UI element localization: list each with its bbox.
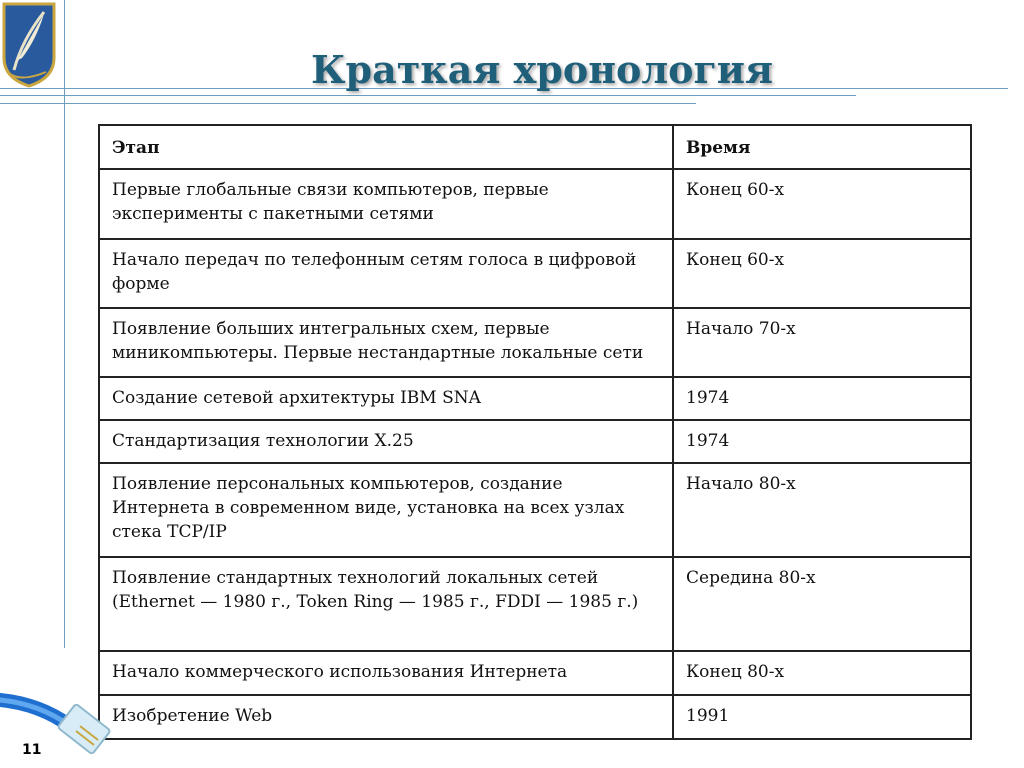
table-row bbox=[99, 695, 971, 739]
table-row bbox=[99, 420, 971, 463]
stage-cell: Стандартизация технологии X.25 bbox=[99, 420, 673, 463]
chronology-table bbox=[98, 124, 972, 740]
table-header-row bbox=[99, 125, 971, 169]
stage-cell: Начало передач по телефонным сетям голоса в цифровой форме bbox=[99, 239, 673, 308]
stage-cell: Появление персональных компьютеров, создание Интернета в современном виде, установка на всех узлах стека TCP/IP bbox=[99, 463, 673, 557]
column-header-stage: Этап bbox=[99, 125, 673, 169]
time-cell: 1974 bbox=[673, 420, 971, 463]
stage-cell: Первые глобальные связи компьютеров, первые эксперименты с пакетными сетями bbox=[99, 169, 673, 239]
table-row bbox=[99, 239, 971, 308]
time-cell: 1974 bbox=[673, 377, 971, 420]
table-row bbox=[99, 308, 971, 377]
stage-cell: Изобретение Web bbox=[99, 695, 673, 739]
table-row bbox=[99, 557, 971, 651]
time-cell: Начало 80-х bbox=[673, 463, 971, 557]
header-rule-middle bbox=[0, 95, 856, 96]
time-cell: Начало 70-х bbox=[673, 308, 971, 377]
stage-cell: Начало коммерческого использования Интернета bbox=[99, 651, 673, 695]
stage-cell: Появление стандартных технологий локальных сетей (Ethernet — 1980 г., Token Ring — 1985 г., FDDI — 1985 г.) bbox=[99, 557, 673, 651]
time-cell: Середина 80-х bbox=[673, 557, 971, 651]
time-cell: Конец 60-х bbox=[673, 239, 971, 308]
left-rule bbox=[64, 0, 65, 648]
stage-cell: Создание сетевой архитектуры IBM SNA bbox=[99, 377, 673, 420]
stage-cell: Появление больших интегральных схем, первые миникомпьютеры. Первые нестандартные локальные сети bbox=[99, 308, 673, 377]
table-row bbox=[99, 169, 971, 239]
time-cell: Конец 60-х bbox=[673, 169, 971, 239]
time-cell: 1991 bbox=[673, 695, 971, 739]
network-cable-icon bbox=[0, 670, 120, 768]
page-number: 11 bbox=[22, 742, 42, 758]
slide-title: Краткая хронология bbox=[310, 47, 774, 93]
table-row bbox=[99, 463, 971, 557]
table-row bbox=[99, 651, 971, 695]
table-row bbox=[99, 377, 971, 420]
header-rule-bottom bbox=[0, 103, 696, 104]
column-header-time: Время bbox=[673, 125, 971, 169]
time-cell: Конец 80-х bbox=[673, 651, 971, 695]
